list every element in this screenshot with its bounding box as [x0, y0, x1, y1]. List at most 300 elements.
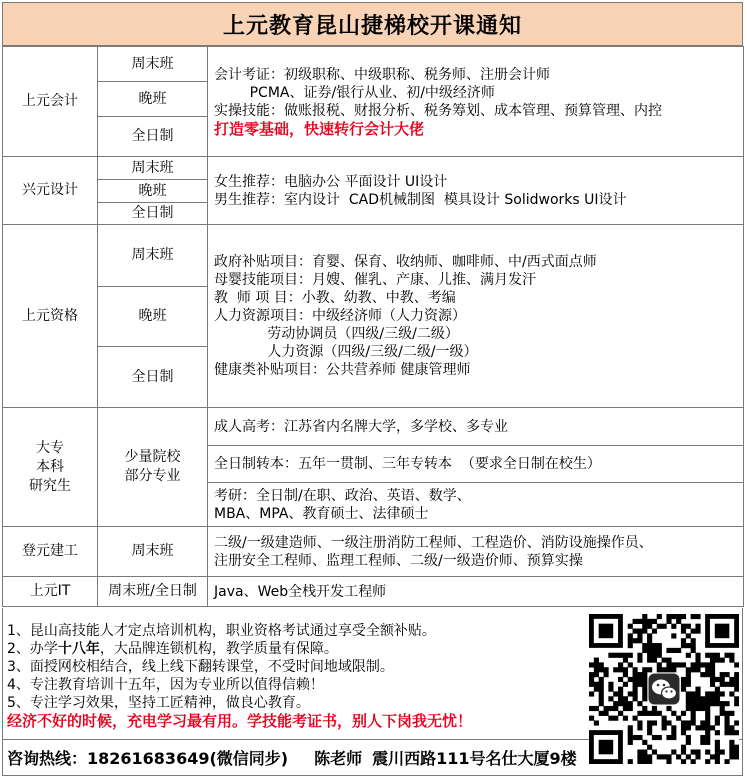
- qr-module: [599, 696, 604, 701]
- qr-module: [628, 662, 633, 667]
- qr-module: [589, 672, 594, 677]
- qr-module: [662, 624, 667, 629]
- qr-module: [666, 619, 671, 624]
- qr-module: [633, 638, 638, 643]
- qr-module: [724, 672, 729, 677]
- qr-module: [734, 672, 739, 677]
- qr-module: [671, 633, 676, 638]
- qr-module: [642, 696, 647, 701]
- qr-module: [681, 682, 686, 687]
- qr-module: [618, 691, 623, 696]
- qr-module: [652, 711, 657, 716]
- course-details-zige: [208, 225, 744, 408]
- qr-module: [642, 706, 647, 711]
- qr-module: [657, 648, 662, 653]
- qr-module: [633, 677, 638, 682]
- qr-module: [700, 696, 705, 701]
- qr-module: [700, 706, 705, 711]
- qr-module: [724, 716, 729, 721]
- qr-module: [666, 667, 671, 672]
- qr-module: [671, 730, 676, 735]
- detail-line: 劳动协调员（四级/三级/二级）: [214, 326, 459, 342]
- qr-module: [608, 687, 613, 692]
- qr-module: [724, 701, 729, 706]
- qr-module: [695, 667, 700, 672]
- qr-module: [637, 672, 642, 677]
- qr-module: [662, 720, 667, 725]
- qr-module: [613, 691, 618, 696]
- qr-module: [628, 653, 633, 658]
- qr-module: [686, 682, 691, 687]
- notes-list: [7, 622, 587, 730]
- qr-module: [705, 711, 710, 716]
- qr-module: [695, 614, 700, 619]
- qr-module: [637, 653, 642, 658]
- class-weekend: 周末班: [98, 225, 208, 287]
- qr-module: [618, 662, 623, 667]
- course-details-sheji: [208, 157, 744, 225]
- qr-module: [671, 624, 676, 629]
- qr-module: [633, 716, 638, 721]
- detail-line: Java、Web全栈开发工程师: [214, 583, 387, 600]
- class-weekend-fulltime: 周末班/全日制: [98, 577, 208, 607]
- qr-module: [666, 720, 671, 725]
- qr-module: [594, 687, 599, 692]
- qr-module: [647, 648, 652, 653]
- qr-module: [652, 619, 657, 624]
- qr-module: [691, 701, 696, 706]
- qr-module: [686, 720, 691, 725]
- qr-module: [705, 730, 710, 735]
- qr-module: [589, 677, 594, 682]
- detail-line: 健康类补贴项目：公共营养师 健康管理师: [214, 362, 471, 378]
- qr-module: [700, 672, 705, 677]
- qr-module: [720, 658, 725, 663]
- qr-module: [676, 716, 681, 721]
- qr-finder-inner: [599, 624, 614, 639]
- qr-module: [657, 662, 662, 667]
- class-limited-schools: [98, 408, 208, 527]
- qr-module: [647, 633, 652, 638]
- qr-module: [628, 730, 633, 735]
- course-detail-transfer: [208, 446, 744, 483]
- qr-module: [589, 716, 594, 721]
- qr-module: [686, 653, 691, 658]
- qr-module: [594, 682, 599, 687]
- qr-module: [700, 725, 705, 730]
- qr-module: [637, 633, 642, 638]
- qr-module: [691, 716, 696, 721]
- qr-module: [686, 725, 691, 730]
- qr-module: [652, 629, 657, 634]
- qr-module: [724, 682, 729, 687]
- qr-module: [710, 677, 715, 682]
- qr-module: [642, 624, 647, 629]
- class-evening: 晚班: [98, 287, 208, 347]
- qr-module: [657, 624, 662, 629]
- qr-module: [715, 691, 720, 696]
- qr-module: [671, 711, 676, 716]
- qr-module: [734, 730, 739, 735]
- qr-module: [633, 672, 638, 677]
- qr-module: [652, 643, 657, 648]
- qr-module: [734, 720, 739, 725]
- qr-module: [729, 682, 734, 687]
- contact-hotline[interactable]: 咨询热线：18261683649(微信同步): [7, 749, 289, 768]
- qr-module: [705, 725, 710, 730]
- class-fulltime: 全日制: [98, 117, 208, 157]
- qr-module: [710, 682, 715, 687]
- qr-module: [608, 682, 613, 687]
- qr-module: [695, 691, 700, 696]
- detail-line: 教 师 项 目：小教、幼教、中教、考编: [214, 290, 456, 306]
- qr-module: [710, 696, 715, 701]
- qr-module: [599, 662, 604, 667]
- qr-module: [691, 720, 696, 725]
- qr-module: [686, 667, 691, 672]
- detail-line: 全日制转本：五年一贯制、三年专转本 （要求全日制在校生）: [214, 456, 601, 472]
- qr-module: [710, 701, 715, 706]
- qr-module: [710, 658, 715, 663]
- qr-module: [652, 658, 657, 663]
- qr-module: [700, 701, 705, 706]
- qr-module: [724, 653, 729, 658]
- qr-module: [705, 716, 710, 721]
- qr-module: [594, 667, 599, 672]
- qr-module: [613, 653, 618, 658]
- qr-module: [710, 725, 715, 730]
- qr-module: [657, 711, 662, 716]
- qr-module: [715, 696, 720, 701]
- qr-finder-inner: [715, 624, 730, 639]
- contact-teacher: 陈老师: [314, 749, 363, 768]
- qr-module: [695, 696, 700, 701]
- qr-module: [647, 711, 652, 716]
- qr-module: [691, 648, 696, 653]
- qr-module: [691, 667, 696, 672]
- class-weekend: 周末班: [98, 47, 208, 82]
- qr-module: [647, 725, 652, 730]
- qr-module: [633, 687, 638, 692]
- qr-module: [657, 653, 662, 658]
- qr-module: [715, 658, 720, 663]
- course-table: [2, 46, 744, 607]
- qr-module: [613, 701, 618, 706]
- qr-module: [642, 691, 647, 696]
- qr-module: [618, 687, 623, 692]
- class-evening: 晚班: [98, 82, 208, 117]
- qr-module: [720, 711, 725, 716]
- qr-module: [623, 672, 628, 677]
- detail-line: MBA、MPA、教育硕士、法律硕士: [214, 505, 429, 522]
- qr-module: [647, 667, 652, 672]
- qr-module: [647, 643, 652, 648]
- qr-module: [637, 638, 642, 643]
- qr-module: [647, 624, 652, 629]
- qr-module: [710, 691, 715, 696]
- qr-module: [623, 658, 628, 663]
- contact-address: 震川西路111号名仕大厦9楼: [372, 749, 577, 768]
- qr-module: [618, 667, 623, 672]
- qr-module: [618, 696, 623, 701]
- qr-module: [691, 643, 696, 648]
- qr-module: [637, 682, 642, 687]
- qr-module: [705, 667, 710, 672]
- qr-module: [734, 662, 739, 667]
- qr-module: [642, 629, 647, 634]
- detail-line: 成人高考：江苏省内名牌大学，多学校、多专业: [214, 418, 508, 435]
- qr-module: [720, 691, 725, 696]
- qr-module: [705, 696, 710, 701]
- qr-module: [637, 711, 642, 716]
- page-title: 上元教育昆山捷梯校开课通知: [2, 2, 743, 46]
- qr-module: [657, 643, 662, 648]
- course-detail-adult-exam: [208, 408, 744, 446]
- class-weekend: 周末班: [98, 157, 208, 180]
- qr-module: [691, 706, 696, 711]
- qr-module: [628, 643, 633, 648]
- note-item: 4、专注教育培训十五年，因为专业所以值得信赖！: [7, 677, 324, 693]
- qr-module: [599, 691, 604, 696]
- qr-module: [599, 677, 604, 682]
- qr-module: [715, 720, 720, 725]
- qr-module: [724, 720, 729, 725]
- qr-module: [642, 711, 647, 716]
- qr-module: [652, 706, 657, 711]
- qr-module: [686, 706, 691, 711]
- qr-module: [691, 614, 696, 619]
- qr-module: [671, 725, 676, 730]
- qr-module: [671, 662, 676, 667]
- qr-module: [637, 701, 642, 706]
- qr-module: [681, 624, 686, 629]
- qr-module: [599, 687, 604, 692]
- class-evening: 晚班: [98, 180, 208, 203]
- qr-module: [676, 648, 681, 653]
- class-fulltime: 全日制: [98, 203, 208, 225]
- qr-module: [657, 667, 662, 672]
- detail-line: 政府补贴项目：育婴、保育、收纳师、咖啡师、中/西式面点师: [214, 254, 597, 270]
- qr-module: [594, 720, 599, 725]
- detail-line: 女生推荐：电脑办公 平面设计 UI设计: [214, 173, 448, 190]
- qr-module: [642, 648, 647, 653]
- qr-module: [681, 662, 686, 667]
- course-details-jiangong: [208, 527, 744, 577]
- note-item: 2、办学十八年，大品牌连锁机构，教学质量有保障。: [7, 641, 338, 657]
- qr-module: [681, 687, 686, 692]
- qr-module: [594, 658, 599, 663]
- qr-module: [710, 653, 715, 658]
- qr-module: [613, 706, 618, 711]
- qr-module: [705, 672, 710, 677]
- qr-module: [686, 701, 691, 706]
- category-line: 大专: [36, 439, 64, 456]
- qr-module: [642, 614, 647, 619]
- qr-module: [695, 624, 700, 629]
- qr-module: [604, 711, 609, 716]
- category-zige: 上元资格: [3, 225, 98, 408]
- qr-module: [628, 706, 633, 711]
- qr-module: [729, 730, 734, 735]
- qr-module: [729, 658, 734, 663]
- qr-module: [729, 653, 734, 658]
- qr-module: [715, 730, 720, 735]
- qr-module: [671, 614, 676, 619]
- qr-module: [695, 725, 700, 730]
- qr-module: [599, 701, 604, 706]
- qr-module: [647, 720, 652, 725]
- qr-module: [604, 672, 609, 677]
- detail-line: 二级/一级建造师、一级注册消防工程师、工程造价、消防设施操作员、: [214, 534, 653, 551]
- category-xueli: [3, 408, 98, 527]
- qr-module: [710, 672, 715, 677]
- qr-module: [589, 706, 594, 711]
- qr-module: [676, 614, 681, 619]
- qr-module: [652, 653, 657, 658]
- qr-module: [671, 648, 676, 653]
- detail-line: 会计考证：初级职称、中级职称、税务师、注册会计师: [214, 66, 550, 83]
- qr-module: [686, 672, 691, 677]
- qr-module: [729, 691, 734, 696]
- qr-module: [662, 716, 667, 721]
- qr-module: [686, 677, 691, 682]
- qr-module: [642, 643, 647, 648]
- qr-module: [623, 667, 628, 672]
- qr-module: [666, 662, 671, 667]
- qr-module: [705, 662, 710, 667]
- qr-module: [666, 614, 671, 619]
- qr-module: [681, 711, 686, 716]
- course-detail-postgraduate: [208, 483, 744, 527]
- qr-module: [705, 691, 710, 696]
- qr-module: [623, 696, 628, 701]
- qr-module: [652, 720, 657, 725]
- qr-module: [729, 677, 734, 682]
- contact-bar: [2, 740, 743, 776]
- qr-module: [734, 677, 739, 682]
- qr-module: [633, 691, 638, 696]
- qr-module: [686, 696, 691, 701]
- qr-module: [599, 667, 604, 672]
- qr-module: [599, 682, 604, 687]
- qr-module: [710, 667, 715, 672]
- qr-module: [691, 638, 696, 643]
- qr-module: [608, 696, 613, 701]
- course-details-kuaiji: [208, 47, 744, 157]
- qr-module: [657, 614, 662, 619]
- qr-module: [633, 682, 638, 687]
- qr-module: [637, 629, 642, 634]
- qr-module: [715, 716, 720, 721]
- qr-module: [613, 716, 618, 721]
- qr-module: [720, 701, 725, 706]
- qr-module: [691, 629, 696, 634]
- qr-module: [681, 725, 686, 730]
- qr-module: [623, 653, 628, 658]
- qr-module: [734, 696, 739, 701]
- qr-module: [623, 701, 628, 706]
- highlight-text: 打造零基础，快速转行会计大佬: [214, 119, 425, 138]
- qr-module: [729, 711, 734, 716]
- qr-module: [604, 706, 609, 711]
- qr-module: [700, 720, 705, 725]
- qr-module: [681, 638, 686, 643]
- qr-module: [681, 614, 686, 619]
- qr-module: [637, 619, 642, 624]
- qr-module: [647, 619, 652, 624]
- qr-module: [720, 682, 725, 687]
- qr-module: [618, 701, 623, 706]
- note-item: 3、面授网校相结合，线上线下翻转课堂，不受时间地域限制。: [7, 659, 394, 675]
- qr-module: [633, 667, 638, 672]
- qr-module: [666, 706, 671, 711]
- category-kuaiji: 上元会计: [3, 47, 98, 157]
- qr-module: [691, 662, 696, 667]
- qr-module: [618, 711, 623, 716]
- qr-module: [734, 682, 739, 687]
- footer-notes: [2, 608, 743, 740]
- qr-module: [686, 633, 691, 638]
- qr-module: [637, 720, 642, 725]
- qr-module: [734, 701, 739, 706]
- qr-module: [724, 730, 729, 735]
- qr-module: [647, 730, 652, 735]
- qr-module: [628, 638, 633, 643]
- detail-line: PCMA、证券/银行从业、初/中级经济师: [214, 84, 495, 101]
- qr-module: [734, 687, 739, 692]
- qr-module: [700, 662, 705, 667]
- qr-module: [637, 725, 642, 730]
- qr-module: [710, 662, 715, 667]
- qr-module: [628, 701, 633, 706]
- qr-module: [608, 716, 613, 721]
- qr-module: [729, 725, 734, 730]
- qr-module: [594, 706, 599, 711]
- qr-module: [715, 687, 720, 692]
- qr-module: [589, 691, 594, 696]
- qr-module: [642, 619, 647, 624]
- qr-module: [666, 648, 671, 653]
- qr-module: [662, 658, 667, 663]
- qr-module: [676, 619, 681, 624]
- qr-module: [637, 658, 642, 663]
- qr-module: [705, 720, 710, 725]
- qr-module: [686, 691, 691, 696]
- class-weekend: 周末班: [98, 527, 208, 577]
- qr-module: [599, 711, 604, 716]
- qr-module: [695, 687, 700, 692]
- qr-module: [642, 672, 647, 677]
- qr-module: [628, 725, 633, 730]
- qr-module: [705, 701, 710, 706]
- qr-module: [594, 662, 599, 667]
- course-details-it: [208, 577, 744, 607]
- qr-module: [604, 667, 609, 672]
- qr-module: [720, 672, 725, 677]
- qr-module: [642, 677, 647, 682]
- qr-module: [637, 677, 642, 682]
- detail-line: 人力资源（四级/三级/二级/一级）: [214, 344, 478, 360]
- qr-module: [686, 624, 691, 629]
- qr-module: [623, 682, 628, 687]
- qr-module: [671, 667, 676, 672]
- qr-module: [628, 691, 633, 696]
- class-line: 少量院校: [124, 449, 181, 465]
- qr-module: [642, 667, 647, 672]
- qr-module: [647, 638, 652, 643]
- qr-module: [618, 677, 623, 682]
- qr-module: [633, 629, 638, 634]
